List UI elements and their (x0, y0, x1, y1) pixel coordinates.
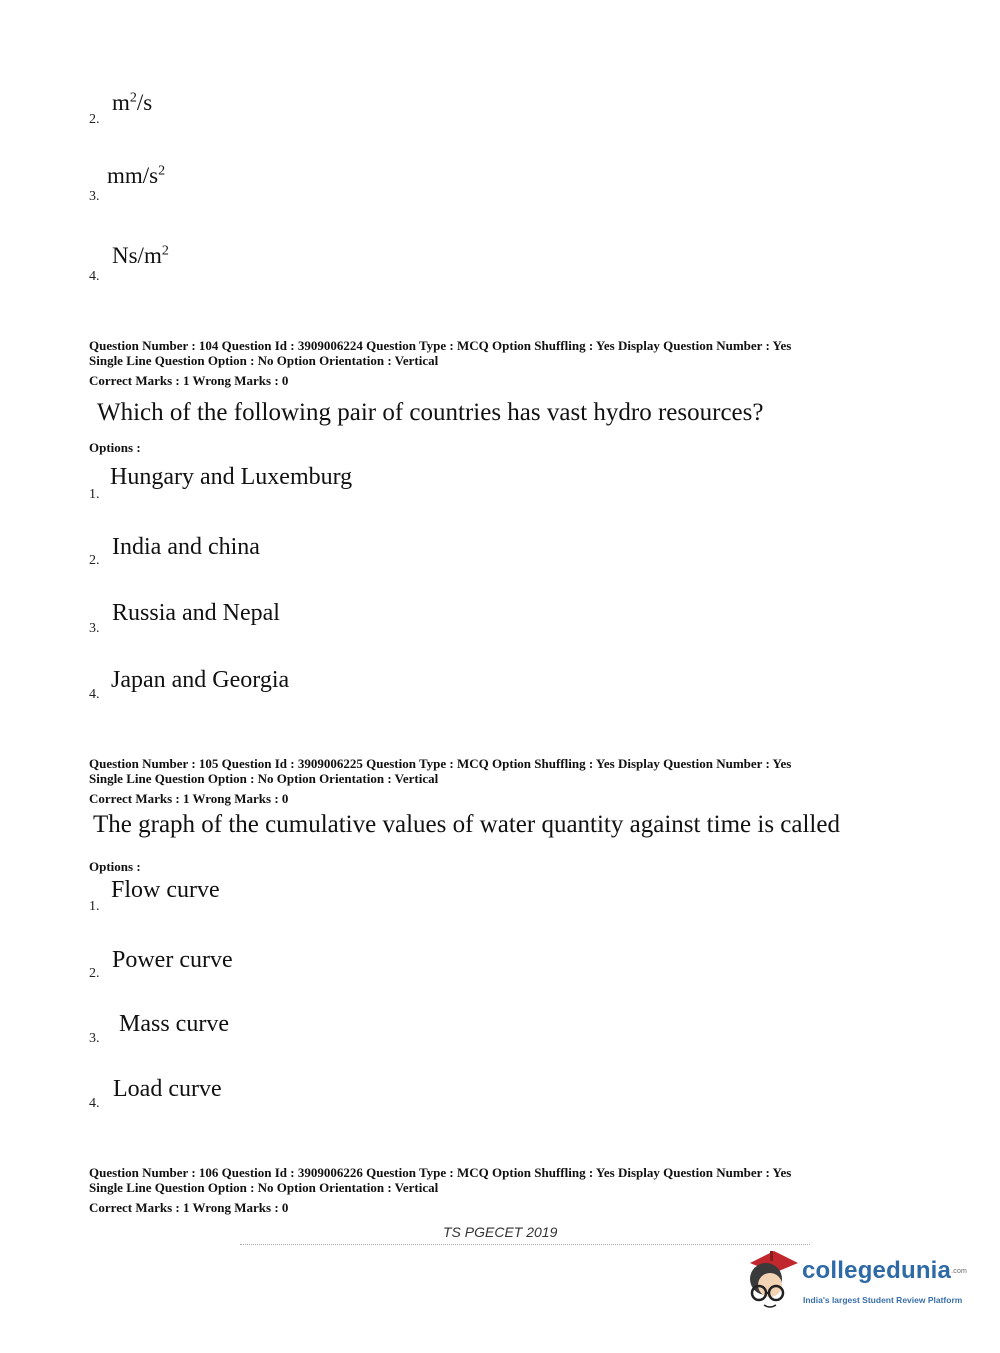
option-number: 3. (89, 621, 100, 636)
option-text: $mm/s^2$ (107, 163, 166, 188)
question-meta-line1: Question Number : 105 Question Id : 3909006225 Question Type : MCQ Option Shuffling : Yes Display Question Number : Yes (89, 756, 792, 771)
option-text: Hungary and Luxemburg (110, 464, 353, 490)
option-number: 1. (89, 899, 100, 914)
mascot-icon (742, 1247, 802, 1313)
option-number: 2. (89, 966, 100, 981)
option-text: India and china (112, 534, 260, 560)
option-number: 4. (89, 687, 100, 702)
option-number: 2. (89, 553, 100, 568)
option-text: Power curve (112, 947, 233, 973)
options-label: Options : (89, 859, 141, 874)
brand-tagline: India's largest Student Review Platform (803, 1295, 963, 1305)
option-text: $m^2/s$ (112, 90, 153, 115)
option-number: 4. (89, 269, 100, 284)
option-number: 3. (89, 1031, 100, 1046)
question-text: Which of the following pair of countries has vast hydro resources? (97, 399, 764, 426)
question-marks: Correct Marks : 1 Wrong Marks : 0 (89, 373, 289, 388)
brand-name: collegedunia.com (802, 1257, 968, 1284)
option-text: Mass curve (119, 1011, 229, 1037)
question-meta-line1: Question Number : 106 Question Id : 3909006226 Question Type : MCQ Option Shuffling : Yes Display Question Number : Yes (89, 1165, 792, 1180)
option-number: 3. (89, 189, 100, 204)
option-number: 1. (89, 487, 100, 502)
option-text: Load curve (113, 1076, 222, 1102)
option-text: Japan and Georgia (111, 667, 290, 693)
question-meta-line2: Single Line Question Option : No Option Orientation : Vertical (89, 1180, 439, 1195)
option-text: $Ns/m^2$ (112, 243, 169, 268)
question-meta-line2: Single Line Question Option : No Option Orientation : Vertical (89, 771, 439, 786)
footer-exam-title: TS PGECET 2019 (443, 1224, 558, 1240)
option-number: 2. (89, 112, 100, 127)
option-text: Flow curve (111, 877, 220, 903)
footer-divider (240, 1244, 810, 1245)
question-marks: Correct Marks : 1 Wrong Marks : 0 (89, 791, 289, 806)
question-meta-line2: Single Line Question Option : No Option Orientation : Vertical (89, 353, 439, 368)
question-meta-line1: Question Number : 104 Question Id : 3909006224 Question Type : MCQ Option Shuffling : Yes Display Question Number : Yes (89, 338, 792, 353)
option-text: Russia and Nepal (112, 600, 280, 626)
question-text: The graph of the cumulative values of water quantity against time is called (93, 811, 840, 838)
option-number: 4. (89, 1096, 100, 1111)
question-marks: Correct Marks : 1 Wrong Marks : 0 (89, 1200, 289, 1215)
collegedunia-logo (742, 1247, 972, 1317)
options-label: Options : (89, 440, 141, 455)
